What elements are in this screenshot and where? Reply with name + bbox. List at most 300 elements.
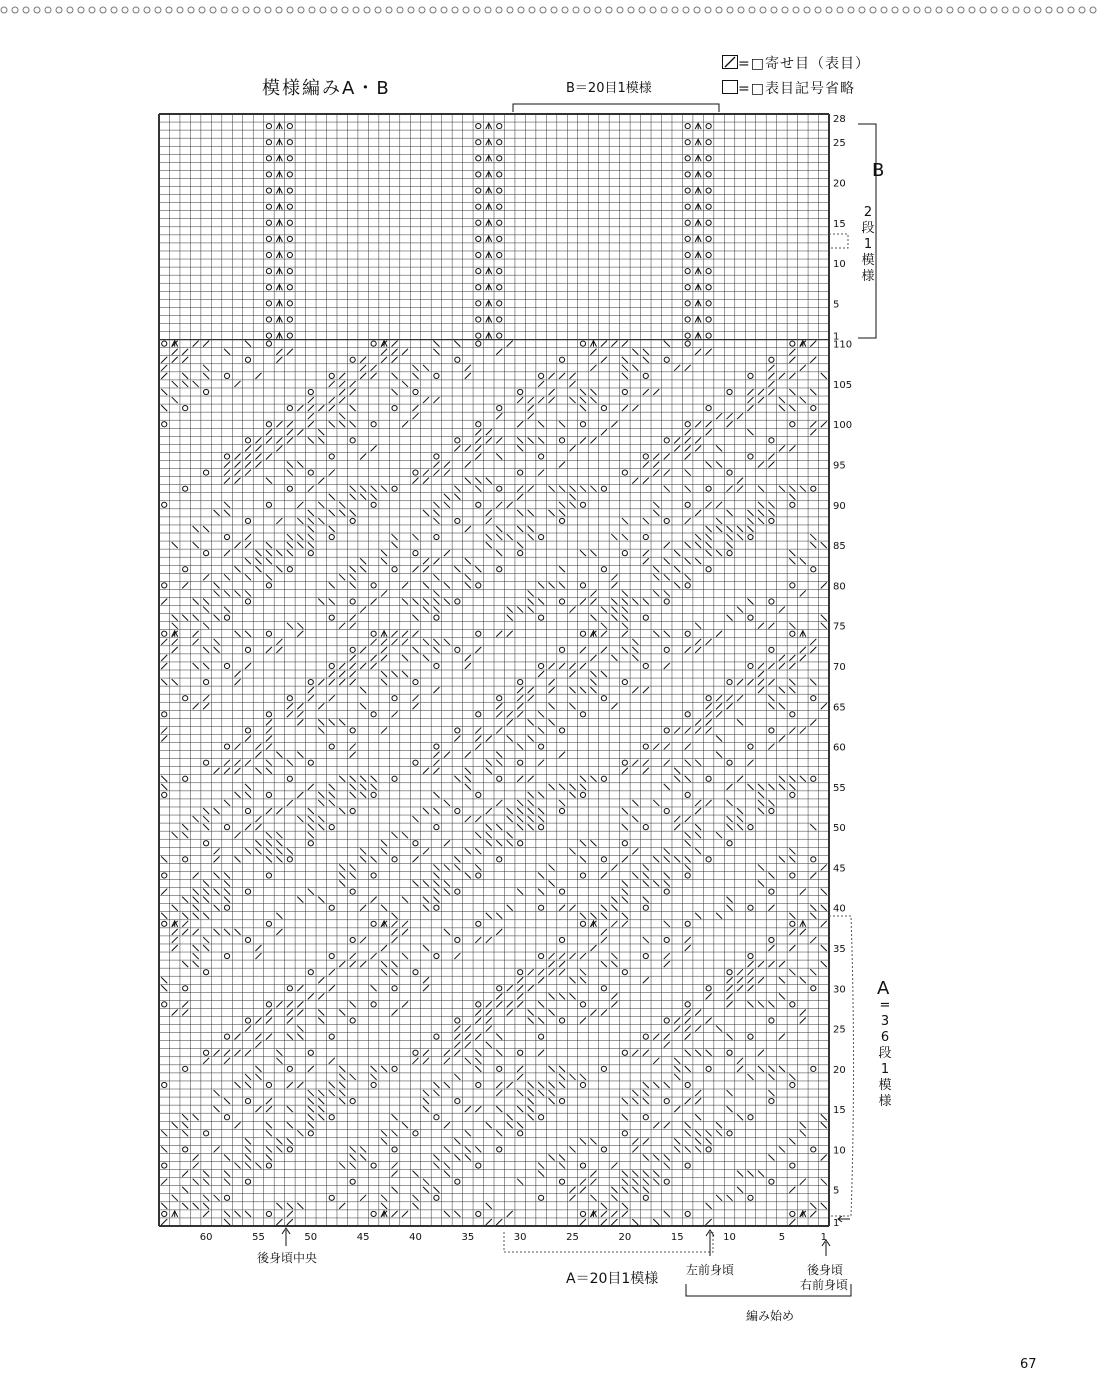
yarn-over-symbol bbox=[580, 422, 585, 427]
k2tog-symbol bbox=[161, 1219, 167, 1225]
k2tog-symbol bbox=[747, 961, 753, 967]
yarn-over-symbol bbox=[245, 1099, 250, 1104]
k2tog-symbol bbox=[297, 502, 303, 508]
ssk-symbol bbox=[224, 502, 230, 508]
yarn-over-symbol bbox=[476, 204, 481, 209]
k2tog-symbol bbox=[664, 470, 670, 476]
ssk-symbol bbox=[622, 1114, 628, 1120]
k2tog-symbol bbox=[737, 679, 743, 685]
yarn-over-symbol bbox=[790, 422, 795, 427]
yarn-over-symbol bbox=[706, 333, 711, 338]
k2tog-symbol bbox=[580, 1187, 586, 1193]
ssk-symbol bbox=[339, 421, 345, 427]
k2tog-symbol bbox=[496, 1219, 502, 1225]
yarn-over-symbol bbox=[497, 252, 502, 257]
k2tog-symbol bbox=[517, 776, 523, 782]
ssk-symbol bbox=[758, 881, 764, 887]
k2tog-symbol bbox=[496, 1001, 502, 1007]
k2tog-symbol bbox=[255, 1106, 261, 1112]
ssk-symbol bbox=[653, 631, 659, 637]
yarn-over-symbol bbox=[497, 486, 502, 491]
k2tog-symbol bbox=[433, 397, 439, 403]
k2tog-symbol bbox=[727, 784, 733, 790]
ssk-symbol bbox=[245, 1146, 251, 1152]
k2tog-symbol bbox=[235, 760, 241, 766]
ssk-symbol bbox=[570, 703, 576, 709]
ssk-symbol bbox=[339, 574, 345, 580]
k2tog-symbol bbox=[800, 365, 806, 371]
k2tog-symbol bbox=[695, 437, 701, 443]
ssk-symbol bbox=[779, 687, 785, 693]
ssk-symbol bbox=[632, 365, 638, 371]
yarn-over-symbol bbox=[559, 357, 564, 362]
k2tog-symbol bbox=[371, 655, 377, 661]
k2tog-symbol bbox=[517, 703, 523, 709]
k2tog-symbol bbox=[611, 703, 617, 709]
k2tog-symbol bbox=[758, 977, 764, 983]
k2tog-symbol bbox=[821, 421, 827, 427]
ssk-symbol bbox=[622, 1203, 628, 1209]
ssk-symbol bbox=[758, 502, 764, 508]
col-label: 55 bbox=[252, 1232, 265, 1243]
ssk-symbol bbox=[517, 1106, 523, 1112]
ssk-symbol bbox=[559, 566, 565, 572]
ssk-symbol bbox=[821, 542, 827, 548]
ssk-symbol bbox=[517, 445, 523, 451]
ssk-symbol bbox=[727, 542, 733, 548]
yarn-over-symbol bbox=[601, 486, 606, 491]
yarn-over-symbol bbox=[204, 679, 209, 684]
k2tog-symbol bbox=[465, 1026, 471, 1032]
ssk-symbol bbox=[643, 1155, 649, 1161]
k2tog-symbol bbox=[255, 824, 261, 830]
k2tog-symbol bbox=[601, 1211, 607, 1217]
k2tog-symbol bbox=[444, 1122, 450, 1128]
ssk-symbol bbox=[570, 494, 576, 500]
yarn-over-symbol bbox=[664, 1018, 669, 1023]
yarn-over-symbol bbox=[748, 663, 753, 668]
k2tog-symbol bbox=[245, 534, 251, 540]
ssk-symbol bbox=[580, 389, 586, 395]
yarn-over-symbol bbox=[601, 406, 606, 411]
ssk-symbol bbox=[737, 808, 743, 814]
ssk-symbol bbox=[297, 1130, 303, 1136]
col-label: 10 bbox=[723, 1232, 736, 1243]
k2tog-symbol bbox=[381, 655, 387, 661]
yarn-over-symbol bbox=[371, 1002, 376, 1007]
yarn-over-symbol bbox=[224, 1034, 229, 1039]
ssk-symbol bbox=[182, 615, 188, 621]
ssk-symbol bbox=[339, 872, 345, 878]
ssk-symbol bbox=[444, 800, 450, 806]
ssk-symbol bbox=[297, 1026, 303, 1032]
k2tog-symbol bbox=[695, 639, 701, 645]
k2tog-symbol bbox=[203, 574, 209, 580]
yarn-over-symbol bbox=[371, 1211, 376, 1216]
k2tog-symbol bbox=[172, 929, 178, 935]
k2tog-symbol bbox=[308, 695, 314, 701]
ssk-symbol bbox=[758, 784, 764, 790]
ssk-symbol bbox=[339, 1163, 345, 1169]
k2tog-symbol bbox=[255, 373, 261, 379]
yarn-over-symbol bbox=[455, 438, 460, 443]
yarn-over-symbol bbox=[664, 1099, 669, 1104]
k2tog-symbol bbox=[266, 1034, 272, 1040]
ssk-symbol bbox=[172, 542, 178, 548]
yarn-over-symbol bbox=[350, 1018, 355, 1023]
ssk-symbol bbox=[643, 1171, 649, 1177]
yarn-over-symbol bbox=[706, 204, 711, 209]
k2tog-symbol bbox=[214, 848, 220, 854]
ssk-symbol bbox=[423, 808, 429, 814]
k2tog-symbol bbox=[329, 381, 335, 387]
yarn-over-symbol bbox=[580, 583, 585, 588]
k2tog-symbol bbox=[412, 631, 418, 637]
ssk-symbol bbox=[193, 816, 199, 822]
ssk-symbol bbox=[622, 808, 628, 814]
k2tog-symbol bbox=[245, 542, 251, 548]
vertical-char: 段 bbox=[861, 221, 875, 236]
ssk-symbol bbox=[549, 1098, 555, 1104]
k2tog-symbol bbox=[297, 792, 303, 798]
ssk-symbol bbox=[203, 816, 209, 822]
ssk-symbol bbox=[695, 542, 701, 548]
yarn-over-symbol bbox=[392, 776, 397, 781]
ssk-symbol bbox=[674, 1066, 680, 1072]
col-label: 15 bbox=[670, 1232, 684, 1243]
ssk-symbol bbox=[768, 703, 774, 709]
ssk-symbol bbox=[486, 478, 492, 484]
ssk-symbol bbox=[517, 510, 523, 516]
yarn-over-symbol bbox=[350, 1099, 355, 1104]
ssk-symbol bbox=[308, 816, 314, 822]
ssk-symbol bbox=[350, 510, 356, 516]
k2tog-symbol bbox=[214, 1146, 220, 1152]
k2tog-symbol bbox=[747, 760, 753, 766]
ssk-symbol bbox=[339, 510, 345, 516]
ssk-symbol bbox=[308, 1114, 314, 1120]
yarn-over-symbol bbox=[287, 486, 292, 491]
k2tog-symbol bbox=[360, 937, 366, 943]
ssk-symbol bbox=[611, 1195, 617, 1201]
ssk-symbol bbox=[674, 566, 680, 572]
k2tog-symbol bbox=[266, 1098, 272, 1104]
k2tog-symbol bbox=[706, 800, 712, 806]
ssk-symbol bbox=[318, 1106, 324, 1112]
yarn-over-symbol bbox=[685, 712, 690, 717]
cdd-symbol bbox=[276, 220, 282, 226]
ssk-symbol bbox=[465, 1130, 471, 1136]
k2tog-symbol bbox=[538, 397, 544, 403]
k2tog-symbol bbox=[779, 735, 785, 741]
k2tog-symbol bbox=[224, 760, 230, 766]
k2tog-symbol bbox=[559, 663, 565, 669]
yarn-over-symbol bbox=[266, 333, 271, 338]
k2tog-symbol bbox=[465, 365, 471, 371]
ssk-symbol bbox=[611, 905, 617, 911]
ssk-symbol bbox=[496, 824, 502, 830]
row-label-b: 25 bbox=[833, 138, 846, 150]
ssk-symbol bbox=[255, 1163, 261, 1169]
ssk-symbol bbox=[580, 969, 586, 975]
ssk-symbol bbox=[758, 1171, 764, 1177]
yarn-over-symbol bbox=[685, 172, 690, 177]
ssk-symbol bbox=[695, 1138, 701, 1144]
yarn-over-symbol bbox=[392, 567, 397, 572]
k2tog-symbol bbox=[528, 687, 534, 693]
ssk-symbol bbox=[433, 872, 439, 878]
k2tog-symbol bbox=[297, 1082, 303, 1088]
k2tog-symbol bbox=[517, 687, 523, 693]
k2tog-symbol bbox=[768, 453, 774, 459]
ssk-symbol bbox=[161, 1146, 167, 1152]
yarn-over-symbol bbox=[622, 760, 627, 765]
ssk-symbol bbox=[758, 486, 764, 492]
ssk-symbol bbox=[580, 405, 586, 411]
ssk-symbol bbox=[632, 816, 638, 822]
ssk-symbol bbox=[182, 913, 188, 919]
ssk-symbol bbox=[224, 1155, 230, 1161]
ssk-symbol bbox=[538, 816, 544, 822]
ssk-symbol bbox=[329, 1082, 335, 1088]
ssk-symbol bbox=[517, 526, 523, 532]
k2tog-symbol bbox=[402, 421, 408, 427]
k2tog-symbol bbox=[402, 929, 408, 935]
k2tog-symbol bbox=[287, 703, 293, 709]
k2tog-symbol bbox=[412, 405, 418, 411]
ssk-symbol bbox=[381, 840, 387, 846]
ssk-symbol bbox=[255, 840, 261, 846]
yarn-over-symbol bbox=[497, 333, 502, 338]
yarn-over-symbol bbox=[601, 986, 606, 991]
yarn-over-symbol bbox=[224, 905, 229, 910]
ssk-symbol bbox=[559, 1066, 565, 1072]
ssk-symbol bbox=[695, 824, 701, 830]
k2tog-symbol bbox=[266, 727, 272, 733]
yarn-over-symbol bbox=[685, 1163, 690, 1168]
ssk-symbol bbox=[789, 1074, 795, 1080]
k2tog-symbol bbox=[381, 727, 387, 733]
ssk-symbol bbox=[423, 1106, 429, 1112]
yarn-over-symbol bbox=[769, 1179, 774, 1184]
ssk-symbol bbox=[517, 744, 523, 750]
yarn-over-symbol bbox=[580, 1002, 585, 1007]
ssk-symbol bbox=[580, 1138, 586, 1144]
k2tog-symbol bbox=[161, 889, 167, 895]
yarn-over-symbol bbox=[266, 285, 271, 290]
yarn-over-symbol bbox=[308, 1131, 313, 1136]
ssk-symbol bbox=[632, 1187, 638, 1193]
k2tog-symbol bbox=[172, 945, 178, 951]
k2tog-symbol bbox=[653, 1058, 659, 1064]
yarn-over-symbol bbox=[685, 220, 690, 225]
ssk-symbol bbox=[528, 719, 534, 725]
yarn-over-symbol bbox=[371, 712, 376, 717]
ssk-symbol bbox=[308, 510, 314, 516]
ssk-symbol bbox=[517, 542, 523, 548]
k2tog-symbol bbox=[549, 969, 555, 975]
ssk-symbol bbox=[266, 840, 272, 846]
yarn-over-symbol bbox=[371, 422, 376, 427]
k2tog-symbol bbox=[643, 558, 649, 564]
ssk-symbol bbox=[318, 1114, 324, 1120]
k2tog-symbol bbox=[475, 727, 481, 733]
k2tog-symbol bbox=[653, 462, 659, 468]
yarn-over-symbol bbox=[664, 937, 669, 942]
yarn-over-symbol bbox=[204, 1131, 209, 1136]
k2tog-symbol bbox=[643, 687, 649, 693]
k2tog-symbol bbox=[444, 752, 450, 758]
ssk-symbol bbox=[590, 397, 596, 403]
yarn-over-symbol bbox=[539, 744, 544, 749]
k2tog-symbol bbox=[276, 1001, 282, 1007]
k2tog-symbol bbox=[360, 961, 366, 967]
ssk-symbol bbox=[496, 453, 502, 459]
row-label-main: 95 bbox=[833, 460, 846, 472]
yarn-over-symbol bbox=[790, 341, 795, 346]
ssk-symbol bbox=[245, 1074, 251, 1080]
ssk-symbol bbox=[685, 542, 691, 548]
yarn-over-symbol bbox=[224, 1195, 229, 1200]
ssk-symbol bbox=[747, 1001, 753, 1007]
k2tog-symbol bbox=[695, 727, 701, 733]
ssk-symbol bbox=[276, 913, 282, 919]
k2tog-symbol bbox=[632, 478, 638, 484]
ssk-symbol bbox=[308, 1098, 314, 1104]
page-number: 67 bbox=[1020, 1357, 1037, 1372]
yarn-over-symbol bbox=[245, 647, 250, 652]
ssk-symbol bbox=[465, 1058, 471, 1064]
k2tog-symbol bbox=[507, 719, 513, 725]
ssk-symbol bbox=[276, 1050, 282, 1056]
k2tog-symbol bbox=[695, 349, 701, 355]
ssk-symbol bbox=[245, 574, 251, 580]
k2tog-symbol bbox=[706, 727, 712, 733]
ssk-symbol bbox=[454, 341, 460, 347]
ssk-symbol bbox=[549, 719, 555, 725]
yarn-over-symbol bbox=[329, 663, 334, 668]
k2tog-symbol bbox=[392, 1171, 398, 1177]
ssk-symbol bbox=[538, 599, 544, 605]
ssk-symbol bbox=[789, 405, 795, 411]
yarn-over-symbol bbox=[162, 502, 167, 507]
ssk-symbol bbox=[329, 800, 335, 806]
yarn-over-symbol bbox=[727, 679, 732, 684]
k2tog-symbol bbox=[695, 1098, 701, 1104]
ssk-symbol bbox=[329, 719, 335, 725]
ssk-symbol bbox=[570, 687, 576, 693]
cdd-symbol bbox=[695, 284, 701, 290]
ssk-symbol bbox=[392, 1114, 398, 1120]
ssk-symbol bbox=[350, 784, 356, 790]
ssk-symbol bbox=[538, 808, 544, 814]
yarn-over-symbol bbox=[518, 389, 523, 394]
section-a-letter: A bbox=[877, 978, 890, 999]
k2tog-symbol bbox=[392, 631, 398, 637]
ssk-symbol bbox=[517, 808, 523, 814]
k2tog-symbol bbox=[685, 453, 691, 459]
ssk-symbol bbox=[685, 840, 691, 846]
ssk-symbol bbox=[381, 1138, 387, 1144]
k2tog-symbol bbox=[727, 695, 733, 701]
ssk-symbol bbox=[235, 590, 241, 596]
ssk-symbol bbox=[664, 1211, 670, 1217]
yarn-over-symbol bbox=[224, 953, 229, 958]
ssk-symbol bbox=[444, 1082, 450, 1088]
yarn-over-symbol bbox=[266, 204, 271, 209]
ssk-symbol bbox=[727, 534, 733, 540]
k2tog-symbol bbox=[287, 421, 293, 427]
ssk-symbol bbox=[611, 615, 617, 621]
ssk-symbol bbox=[465, 768, 471, 774]
k2tog-symbol bbox=[517, 421, 523, 427]
ssk-symbol bbox=[601, 961, 607, 967]
row-label-main: 90 bbox=[833, 500, 846, 512]
ssk-symbol bbox=[810, 542, 816, 548]
k2tog-symbol bbox=[590, 599, 596, 605]
ssk-symbol bbox=[339, 1009, 345, 1015]
yarn-over-symbol bbox=[706, 156, 711, 161]
k2tog-symbol bbox=[810, 937, 816, 943]
ssk-symbol bbox=[570, 1146, 576, 1152]
cdd-symbol bbox=[486, 252, 492, 258]
yarn-over-symbol bbox=[601, 776, 606, 781]
k2tog-symbol bbox=[266, 735, 272, 741]
ssk-symbol bbox=[747, 518, 753, 524]
ssk-symbol bbox=[768, 502, 774, 508]
k2tog-symbol bbox=[350, 655, 356, 661]
ssk-symbol bbox=[768, 800, 774, 806]
ssk-symbol bbox=[517, 800, 523, 806]
ssk-symbol bbox=[360, 566, 366, 572]
yarn-over-symbol bbox=[224, 615, 229, 620]
yarn-over-symbol bbox=[287, 857, 292, 862]
ssk-symbol bbox=[496, 840, 502, 846]
k2tog-symbol bbox=[360, 453, 366, 459]
yarn-over-symbol bbox=[790, 583, 795, 588]
ssk-symbol bbox=[161, 856, 167, 862]
ssk-symbol bbox=[549, 510, 555, 516]
ssk-symbol bbox=[161, 389, 167, 395]
k2tog-symbol bbox=[371, 365, 377, 371]
k2tog-symbol bbox=[632, 687, 638, 693]
k2tog-symbol bbox=[412, 566, 418, 572]
k2tog-symbol bbox=[475, 429, 481, 435]
ssk-symbol bbox=[329, 599, 335, 605]
yarn-over-symbol bbox=[413, 679, 418, 684]
ssk-symbol bbox=[444, 599, 450, 605]
k2tog-symbol bbox=[381, 639, 387, 645]
yarn-over-symbol bbox=[727, 760, 732, 765]
k2tog-symbol bbox=[235, 1122, 241, 1128]
yarn-over-symbol bbox=[539, 905, 544, 910]
ssk-symbol bbox=[444, 582, 450, 588]
ssk-symbol bbox=[590, 615, 596, 621]
ssk-symbol bbox=[737, 607, 743, 613]
row-label-main: 60 bbox=[833, 742, 846, 754]
vertical-char: 3 bbox=[880, 1014, 890, 1029]
col-label: 5 bbox=[778, 1232, 786, 1243]
k2tog-symbol bbox=[727, 977, 733, 983]
k2tog-symbol bbox=[747, 397, 753, 403]
ssk-symbol bbox=[538, 1163, 544, 1169]
ssk-symbol bbox=[371, 1074, 377, 1080]
ssk-symbol bbox=[496, 913, 502, 919]
ssk-symbol bbox=[412, 615, 418, 621]
cdd-symbol bbox=[276, 171, 282, 177]
yarn-over-symbol bbox=[245, 599, 250, 604]
k2tog-symbol bbox=[245, 470, 251, 476]
